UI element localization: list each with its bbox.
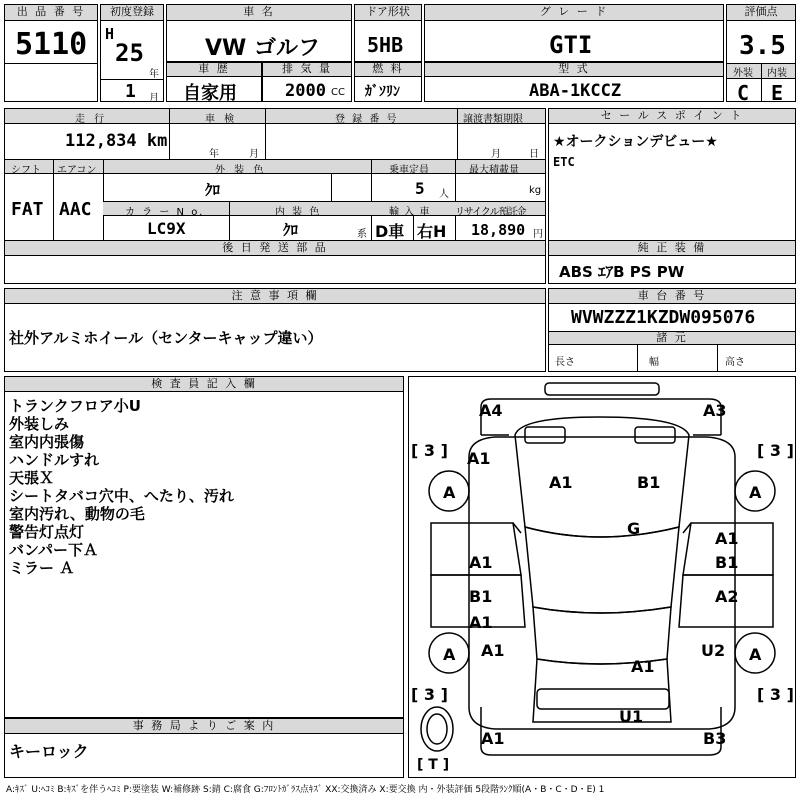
sales-point-line: ★オークションデビュー★ [553,134,718,150]
diagram-label: A [443,645,456,664]
diagram-label: B1 [715,553,739,572]
month-unit: 月 [149,93,159,104]
recycle-label: リサイクル預託金 [455,207,526,218]
import-type: D車 [375,222,405,241]
diagram-label: A1 [469,613,493,632]
inspector-line: トランクフロア小U [9,397,141,415]
inspector-line: ミラー Ａ [9,559,75,577]
displacement-unit: CC [331,87,345,98]
max-load-label: 最大積載量 [469,165,519,176]
interior-grade: E [771,81,784,105]
width-label: 幅 [649,357,659,368]
chassis-number: WVWZZZ1KZDW095076 [571,307,756,328]
tire-depth: [ 3 ] [411,441,448,460]
tire-depth: [ 3 ] [411,685,448,704]
fuel-label: 燃 料 [355,63,421,77]
score-label: 評価点 [727,5,795,21]
transfer-month-unit: 月 [491,149,501,160]
lot-number: 5110 [15,27,88,62]
recycle-fee: 18,890 [471,221,526,239]
inspection-label: 車 検 [205,114,238,125]
spare-tire-label: [ T ] [417,757,450,773]
reg-no-label: 登 録 番 号 [335,114,399,125]
reg-month: 1 [125,81,136,102]
history-box [166,62,262,102]
inspector-line: シートタバコ穴中、へたり、汚れ [9,487,234,505]
notes-label: 注 意 事 項 欄 [5,289,545,304]
first-registration-box [100,4,164,102]
mileage: 112,834 km [65,131,168,151]
equipment-label: 純 正 装 備 [549,241,795,256]
diagram-label: A [443,483,456,502]
fuel: ｶﾞｿﾘﾝ [365,84,400,100]
later-parts-box [4,240,546,284]
transfer-label: 譲渡書類期限 [463,114,523,125]
later-parts-label: 後 日 発 送 部 品 [5,241,545,256]
capacity-unit: 人 [439,189,449,200]
interior-color: ｸﾛ [283,221,299,239]
grade-label: グ レ ー ド [425,5,723,21]
diagram-label: A [749,645,762,664]
diagram-label: A3 [703,401,727,420]
exterior-color: ｸﾛ [205,181,221,199]
inspector-label: 検 査 員 記 入 欄 [5,377,403,392]
insp-month-unit: 月 [249,149,259,160]
inspector-line: 室内内張傷 [9,433,85,451]
chassis-label: 車 台 番 号 [549,289,795,304]
diagram-label: B1 [637,473,661,492]
reg-year: 25 [115,39,144,67]
lot-label: 出 品 番 号 [5,5,97,21]
capacity-label: 乗車定員 [389,165,429,176]
exterior-grade: C [737,81,750,105]
diagram-label: G [627,519,641,538]
inspector-box [4,376,404,718]
displacement-label: 排 気 量 [263,63,351,77]
diagram-label: A1 [467,449,491,468]
capacity: 5 [415,179,425,198]
chassis-box [548,288,796,372]
ac: AAC [59,199,92,220]
max-load-unit: kg [529,185,542,196]
displacement: 2000 [285,81,326,101]
car-name-box [166,4,352,62]
history-label: 車 歴 [167,63,261,77]
diagram-label: U1 [619,707,644,726]
shift: FAT [11,199,44,220]
recycle-unit: 円 [533,229,543,240]
sales-point-line: ETC [553,155,575,169]
diagram-label: A1 [549,473,573,492]
diagram-label: B3 [703,729,727,748]
tire-depth: [ 3 ] [757,441,794,460]
height-label: 高さ [725,357,745,368]
steering: 右H [417,222,447,241]
inspector-line: バンパー下Ａ [9,541,98,559]
diagram-label: A1 [469,553,493,572]
car-outline [409,377,795,777]
tire-depth: [ 3 ] [757,685,794,704]
color-label: 外 装 色 [215,165,267,176]
mileage-label: 走 行 [75,114,108,125]
fuel-box [354,62,422,102]
transfer-day-unit: 日 [529,149,539,160]
office-label: 事 務 局 よ り ご 案 内 [5,719,403,734]
diagram-label: B1 [469,587,493,606]
grade-box [424,4,724,62]
color-no: LC9X [147,219,186,238]
length-label: 長さ [555,357,575,368]
diagram-label: A1 [715,529,739,548]
sales-point-box [548,108,796,242]
lot-box [4,4,98,102]
diagram-label: A1 [631,657,655,676]
diagram-label: A2 [715,587,739,606]
office-box [4,718,404,778]
door-type: 5HB [367,33,404,57]
inspector-line: 外装しみ [9,415,70,433]
year-unit: 年 [149,69,159,80]
diagram-label: A1 [481,641,505,660]
shift-label: シフト [11,165,41,176]
grade: GTI [549,31,593,59]
import-label: 輸 入 車 [389,207,431,218]
car-diagram [408,376,796,778]
car-name: VW ゴルフ [205,36,320,61]
inspector-line: 警告灯点灯 [9,523,85,541]
notes: 社外アルミホイール（センターキャップ違い） [9,329,323,347]
history: 自家用 [183,83,237,104]
door-box [354,4,422,62]
diagram-label: A [749,483,762,502]
interior-label: 内装 [767,68,787,79]
insp-year-unit: 年 [209,149,219,160]
model-box [424,62,724,102]
inspector-line: ハンドルすれ [9,451,100,469]
inspector-line: 天張Ｘ [9,469,55,487]
score-box [726,4,796,105]
displacement-box [262,62,352,102]
office-note: キーロック [9,742,89,761]
color-no-label: カ ラ ー N o. [125,207,205,218]
dims-label: 諸 元 [549,331,795,345]
diagram-label: A1 [481,729,505,748]
score: 3.5 [739,31,786,61]
legend: A:ｷｽﾞ U:ﾍｺﾐ B:ｷｽﾞを伴うﾍｺﾐ P:要塗装 W:補修跡 S:錆 C:腐食 G:ﾌﾛﾝﾄｶﾞﾗｽ点ｷｽﾞ XX:交換済み X:要交換 内・外装評価 5段階ﾗﾝｸ順(A・B・C・D・E) 1 [6,785,605,795]
ac-label: エアコン [57,165,97,176]
specs-box [4,108,546,242]
equipment-box [548,240,796,284]
inspector-line: 室内汚れ、動物の毛 [9,505,145,523]
car-name-label: 車 名 [167,5,351,21]
interior-color-suffix: 系 [357,229,367,240]
interior-color-label: 内 装 色 [275,207,322,218]
era: H [105,25,115,43]
model: ABA-1KCCZ [529,81,622,101]
diagram-label: A4 [479,401,503,420]
first-reg-label: 初度登録 [101,5,163,21]
model-label: 型 式 [425,63,723,77]
diagram-label: U2 [701,641,726,660]
exterior-label: 外装 [733,68,753,79]
equipment: ABS ｴｱB PS PW [559,263,685,281]
notes-box [4,288,546,372]
door-label: ドア形状 [355,5,421,21]
sales-point-label: セ ー ル ス ポ イ ン ト [549,109,795,124]
